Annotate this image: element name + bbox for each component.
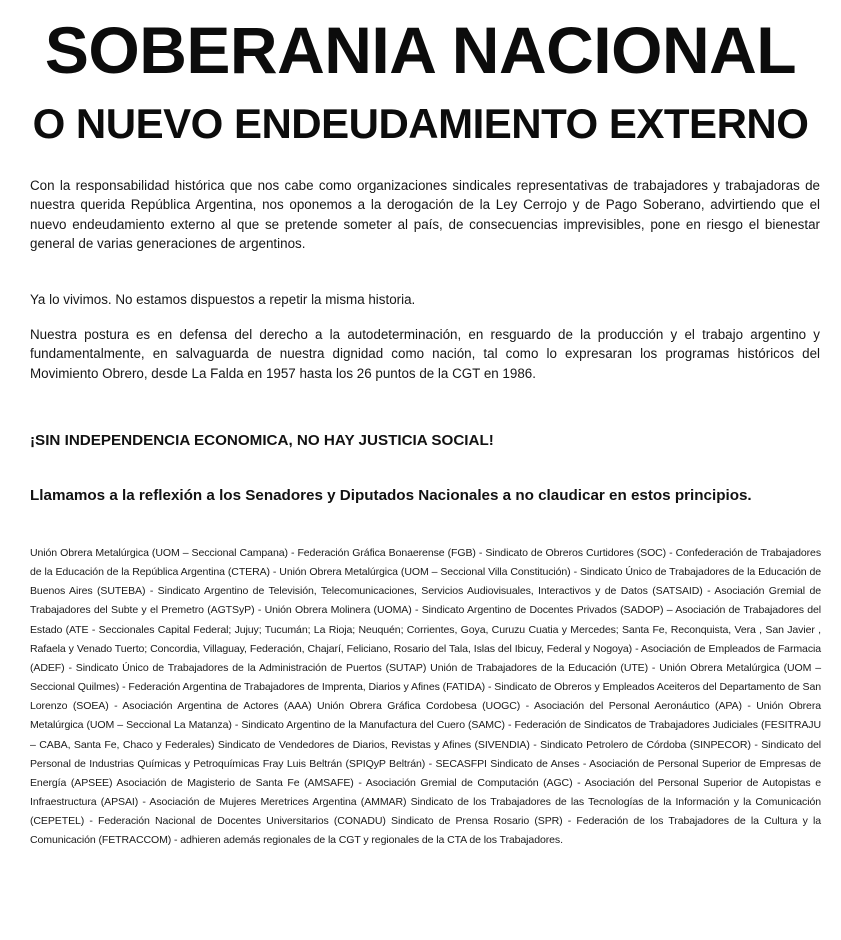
headline-subtitle: O NUEVO ENDEUDAMIENTO EXTERNO: [32, 100, 809, 147]
paragraph-statement: Con la responsabilidad histórica que nos cabe como organizaciones sindicales representativas de trabajadores y trabajadoras de nuestra querida República Argentina, nos oponemos a la derogación de la Ley Cerrojo y de Pago Soberano, advirtiendo que el nuevo endeudamiento externo al que se pretende someter al país, de consecuencias imprevisibles, pone en riesgo el bienestar general de varias generaciones de argentinos.: [30, 178, 820, 252]
headline-title: SOBERANIA NACIONAL: [44, 13, 797, 87]
call-to-action: Llamamos a la reflexión a los Senadores y Diputados Nacionales a no claudicar en estos principios.: [30, 487, 752, 504]
paragraph-position: Nuestra postura es en defensa del derecho a la autodeterminación, en resguardo de la producción y el trabajo argentino y fundamentalmente, en salvaguarda de nuestra dignidad como nación, tal como lo expresaran los programas históricos del Movimiento Obrero, desde La Falda en 1957 hasta los 26 puntos de la CGT en 1986.: [30, 327, 820, 381]
paragraph-history: Ya lo vivimos. No estamos dispuestos a repetir la misma historia.: [30, 292, 416, 307]
slogan: ¡SIN INDEPENDENCIA ECONOMICA, NO HAY JUSTICIA SOCIAL!: [30, 432, 494, 449]
signatories-list: Unión Obrera Metalúrgica (UOM – Seccional Campana) - Federación Gráfica Bonaerense (FGB) - Sindicato de Obreros Curtidores (SOC) - Confederación de Trabajadores de la Educación de la República Argentina (CTERA) - Unión Obrera Metalúrgica (UOM – Seccional Villa Constitución) - Sindicato Único de Trabajadores de la Educación de Buenos Aires (SUTEBA) - Sindicato Argentino de Televisión, Telecomunicaciones, Servicios Audiovisuales, Interactivos y de Datos (SATSAID) - Asociación Gremial de Trabajadores del Subte y el Premetro (AGTSyP) - Unión Obrera Molinera (UOMA) - Sindicato Argentino de Docentes Privados (SADOP) – Asociación de Trabajadores del Estado (ATE - Seccionales Capital Federal; Jujuy; Tucumán; La Rioja; Neuquén; Corrientes, Goya, Curuzu Cuatia y Mercedes; Santa Fe, Reconquista, Vera , San Javier , Rafaela y Venado Tuerto; Concordia, Villaguay, Federación, Chajarí, Feliciano, Rosario del Tala, Islas del Ibicuy, Federal y Nogoya) - Asociación de Empleados de Farmacia (ADEF) - Sindicato Único de Trabajadores de la Administración de Puertos (SUTAP) Unión de Trabajadores de la Educación (UTE) - Unión Obrera Metalúrgica (UOM – Seccional Quilmes) - Federación Argentina de Trabajadores de Imprenta, Diarios y Afines (FATIDA) - Sindicato de Obreros y Empleados Aceiteros del Departamento de San Lorenzo (SOEA) - Asociación Argentina de Actores (AAA) Unión Obrera Gráfica Cordobesa (UOGC) - Asociación del Personal Aeronáutico (APA) - Unión Obrera Metalúrgica (UOM – Seccional La Matanza) - Sindicato Argentino de la Manufactura del Cuero (SAMC) - Federación de Sindicatos de Trabajadores Judiciales (FESITRAJU – CABA, Santa Fe, Chaco y Federales) Sindicato de Vendedores de Diarios, Revistas y Afines (SIVENDIA) - Sindicato Petrolero de Córdoba (SINPECOR) - Sindicato del Personal de Industrias Químicas y Petroquímicas Fray Luis Beltrán (SPIQyP Beltrán) - SECASFPI Sindicato de Anses - Asociación de Personal Superior de Empresas de Energía (APSEE) Asociación de Magisterio de Santa Fe (AMSAFE) - Asociación Gremial de Computación (AGC) - Asociación del Personal Superior de Autopistas e Infraestructura (APSAI) - Asociación de Mujeres Meretrices Argentina (AMMAR) Sindicato de los Trabajadores de las Tecnologías de la Información y la Comunicación (CEPETEL) - Federación Nacional de Docentes Universitarios (CONADU) Sindicato de Prensa Rosario (SPR) - Federación de los Trabajadores de la Cultura y la Comunicación (FETRACCOM) - adhieren además regionales de la CGT y regionales de la CTA de los Trabajadores.: [30, 547, 821, 847]
